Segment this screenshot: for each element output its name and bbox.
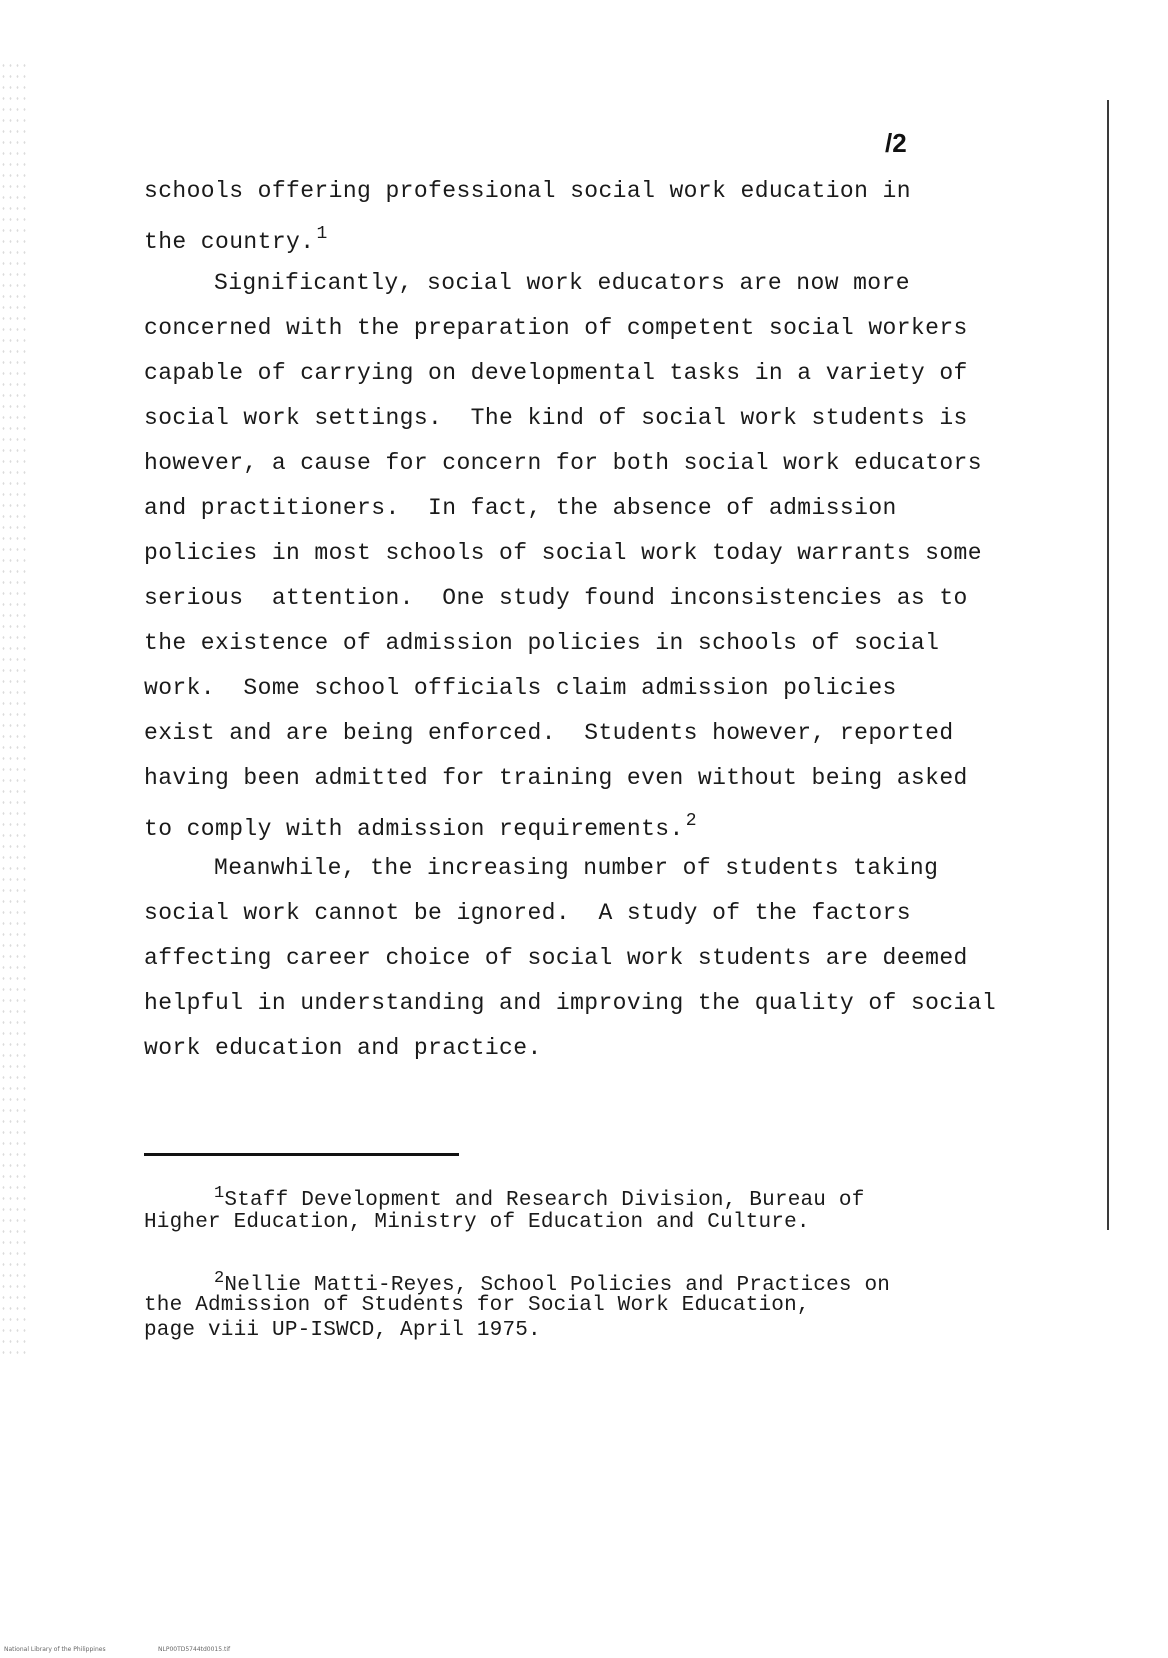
text-line: having been admitted for training even without being asked bbox=[144, 765, 968, 791]
scan-footer-source: National Library of the Philippines bbox=[4, 1646, 106, 1653]
text-line: however, a cause for concern for both social work educators bbox=[144, 450, 982, 476]
text-line: schools offering professional social work education in bbox=[144, 178, 911, 204]
text-line: policies in most schools of social work today warrants some bbox=[144, 540, 982, 566]
footnote-2-line: the Admission of Students for Social Work Education, bbox=[144, 1294, 810, 1317]
footnote-ref-2: 2 bbox=[685, 811, 697, 831]
text-line: Significantly, social work educators are now more bbox=[214, 270, 910, 296]
scan-footer-filename: NLP00TD5744td0015.tif bbox=[158, 1646, 231, 1653]
text-line: social work cannot be ignored. A study of the factors bbox=[144, 900, 911, 926]
footnote-marker-2: 2 bbox=[214, 1269, 225, 1288]
text-line: concerned with the preparation of competent social workers bbox=[144, 315, 968, 341]
text-line: to comply with admission requirements. $^2$ bbox=[144, 811, 697, 842]
page-number: /2 bbox=[885, 128, 907, 158]
text-line: work education and practice. bbox=[144, 1035, 542, 1061]
margin-rule bbox=[1107, 100, 1109, 1230]
footnote-separator bbox=[144, 1153, 459, 1156]
footnote-ref-1: 1 bbox=[316, 224, 328, 244]
text-line: the existence of admission policies in schools of social bbox=[144, 630, 940, 656]
text-line: serious attention. One study found inconsistencies as to bbox=[144, 585, 968, 611]
footnote-2-line: page viii UP-ISWCD, April 1975. bbox=[144, 1319, 541, 1342]
text-line: the country. $^1$ bbox=[144, 224, 328, 255]
text-line: exist and are being enforced. Students however, reported bbox=[144, 720, 954, 746]
footnote-1-line: Higher Education, Ministry of Education and Culture. bbox=[144, 1211, 810, 1234]
footnote-2-line: $^2$Nellie Matti-Reyes, School Policies and Practices on bbox=[214, 1269, 891, 1297]
text-line: work. Some school officials claim admission policies bbox=[144, 675, 897, 701]
footnote-marker-1: 1 bbox=[214, 1184, 225, 1203]
footnote-1-line: $^1$Staff Development and Research Division, Bureau of bbox=[214, 1184, 865, 1212]
text-line: social work settings. The kind of social work students is bbox=[144, 405, 968, 431]
text-line: capable of carrying on developmental tasks in a variety of bbox=[144, 360, 968, 386]
text-line: affecting career choice of social work students are deemed bbox=[144, 945, 968, 971]
text-line: Meanwhile, the increasing number of students taking bbox=[214, 855, 939, 881]
scan-edge-noise bbox=[0, 60, 28, 1360]
text-line: helpful in understanding and improving the quality of social bbox=[144, 990, 997, 1016]
text-line: and practitioners. In fact, the absence of admission bbox=[144, 495, 897, 521]
